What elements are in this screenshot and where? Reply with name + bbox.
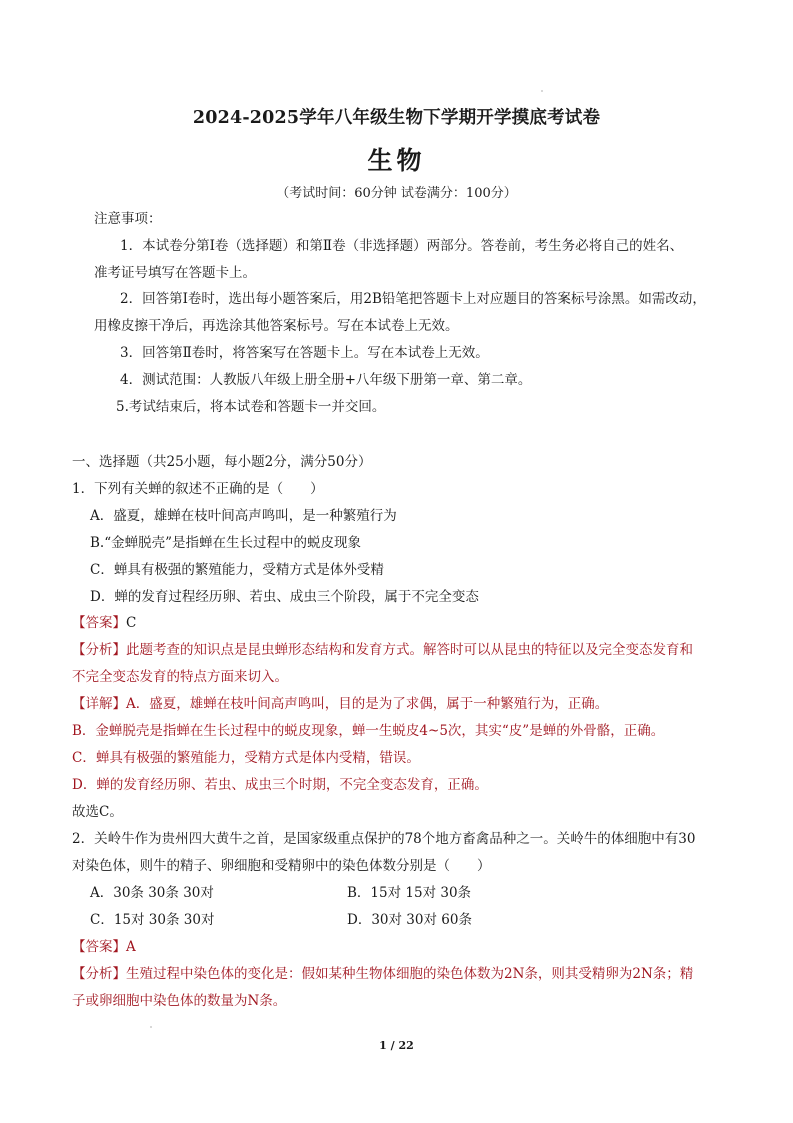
note-line: 3．回答第Ⅱ卷时，将答案写在答题卡上。写在本试卷上无效。 [120, 345, 489, 361]
analysis-text: 不完全变态发育的特点方面来切入。 [72, 669, 288, 685]
note-line: 4．测试范围：人教版八年级上册全册+八年级下册第一章、第二章。 [120, 372, 532, 388]
question-stem: 1．下列有关蝉的叙述不正确的是（ ） [72, 481, 324, 497]
question-option: A．30条 30条 30对 [90, 885, 214, 901]
analysis-tag: 【分析】 [72, 966, 126, 982]
scan-speck [541, 90, 543, 92]
note-line: 5.考试结束后，将本试卷和答题卡一并交回。 [116, 399, 386, 415]
analysis-text: 子或卵细胞中染色体的数量为N条。 [72, 993, 287, 1009]
exam-title: 2024-2025学年八年级生物下学期开学摸底考试卷 [192, 108, 601, 128]
answer-tag: 【答案】 [72, 939, 126, 955]
subject-heading: 生物 [367, 146, 426, 175]
note-line: 准考证号填写在答题卡上。 [94, 265, 256, 281]
analysis-tag: 【分析】 [72, 642, 126, 658]
note-line: 2．回答第Ⅰ卷时，选出每小题答案后，用2B铅笔把答题卡上对应题目的答案标号涂黑。如需改动， [120, 291, 706, 307]
analysis-text: 生殖过程中染色体的变化是：假如某种生物体细胞的染色体数为2N条，则其受精卵为2N条；精 [126, 966, 694, 982]
question-stem: 对染色体，则牛的精子、卵细胞和受精卵中的染色体数分别是（ ） [72, 858, 491, 874]
detail-text: D．蝉的发育经历卵、若虫、成虫三个时期，不完全变态发育，正确。 [72, 777, 488, 793]
notes-heading: 注意事项： [94, 211, 162, 227]
question-option: B．15对 15对 30条 [347, 885, 472, 901]
answer-value: A [126, 939, 136, 955]
detail-line [72, 695, 608, 713]
note-line: 用橡皮擦干净后，再选涂其他答案标号。写在本试卷上无效。 [94, 318, 459, 334]
scan-speck [150, 1026, 152, 1028]
conclusion: 故选C。 [72, 804, 123, 820]
answer-value: C [126, 615, 137, 631]
answer-tag: 【答案】 [72, 615, 126, 631]
question-option: B.“金蝉脱壳”是指蝉在生长过程中的蜕皮现象 [90, 535, 362, 551]
detail-text: B．金蝉脱壳是指蝉在生长过程中的蜕皮现象，蝉一生蜕皮4~5次，其实“皮”是蝉的外骨骼，正确。 [72, 723, 665, 739]
detail-text: A．盛夏，雄蝉在枝叶间高声鸣叫，目的是为了求偶，属于一种繁殖行为，正确。 [126, 696, 609, 712]
detail-tag: 【详解】 [72, 696, 126, 712]
question-option: D．30对 30对 60条 [347, 912, 472, 928]
answer-line [72, 938, 136, 956]
exam-time-info: （考试时间：60分钟 试卷满分：100分） [276, 186, 517, 201]
question-option: D．蝉的发育过程经历卵、若虫、成虫三个阶段，属于不完全变态 [90, 589, 479, 605]
page-number: 1 / 22 [379, 1039, 414, 1052]
analysis-line [72, 641, 693, 659]
section-title: 一、选择题（共25小题，每小题2分，满分50分） [72, 454, 372, 470]
note-line: 1．本试卷分第Ⅰ卷（选择题）和第Ⅱ卷（非选择题）两部分。答卷前，考生务必将自己的姓名、 [120, 238, 684, 254]
answer-line [72, 614, 136, 632]
analysis-text: 此题考查的知识点是昆虫蝉形态结构和发育方式。解答时可以从昆虫的特征以及完全变态发育和 [126, 642, 693, 658]
detail-text: C．蝉具有极强的繁殖能力，受精方式是体内受精，错误。 [72, 750, 420, 766]
question-option: C．15对 30条 30对 [90, 912, 215, 928]
analysis-line [72, 965, 693, 983]
question-stem: 2．关岭牛作为贵州四大黄牛之首，是国家级重点保护的78个地方畜禽品种之一。关岭牛的体细胞中有30 [72, 831, 696, 847]
question-option: C．蝉具有极强的繁殖能力，受精方式是体外受精 [90, 562, 384, 578]
question-option: A．盛夏，雄蝉在枝叶间高声鸣叫，是一种繁殖行为 [90, 508, 397, 524]
